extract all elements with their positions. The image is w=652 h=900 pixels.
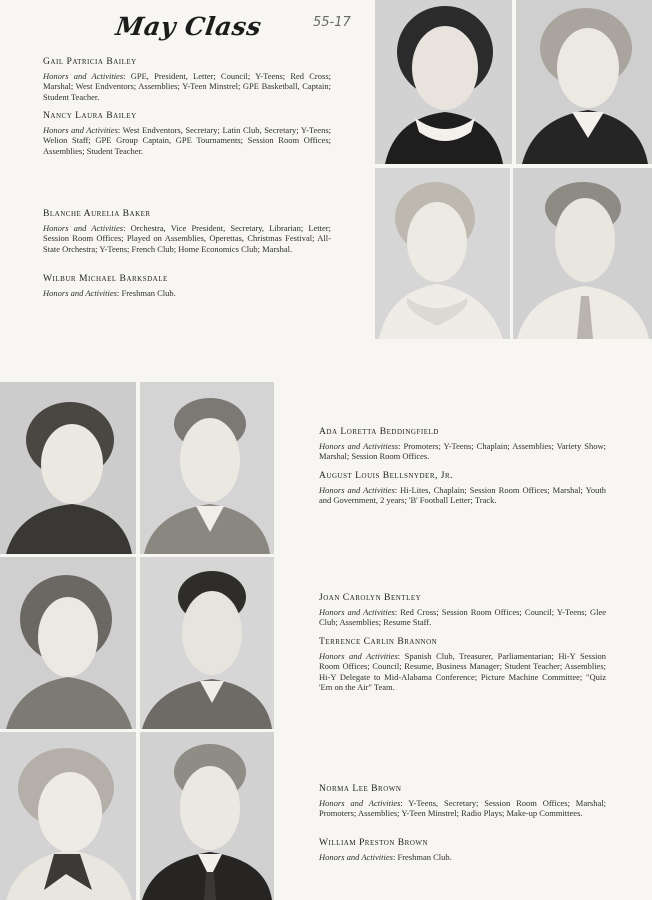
student-entry (43, 209, 331, 254)
student-entry (319, 637, 606, 693)
activities-text: : Freshman Club. (116, 287, 176, 298)
student-name: August Louis Bellsnyder, Jr. (319, 470, 454, 481)
student-entry (43, 111, 331, 156)
student-activities (43, 125, 331, 157)
student-activities (319, 441, 606, 462)
student-name: Blanche Aurelia Baker (43, 208, 151, 219)
student-name: Gail Patricia Bailey (43, 56, 137, 67)
honors-label: Honors and Activitiess (319, 440, 399, 451)
portrait-photo-girl (516, 0, 652, 164)
student-activities (43, 71, 331, 103)
student-entry (319, 471, 606, 506)
activities-text: : GPE, President, Letter; Council; Y-Teens; Red Cross; Marshal; West Endventors; Assemblies; Y-Teen Minstrel; GPE Basketball, Captain; Student Teacher. (43, 70, 331, 102)
student-entry (319, 593, 606, 628)
student-activities (319, 651, 606, 693)
honors-label: Honors and Activities (43, 287, 117, 298)
student-entry (319, 784, 606, 819)
portrait-photo-girl (0, 382, 136, 554)
portrait-photo-girl (375, 168, 510, 339)
student-name: Wilbur Michael Barksdale (43, 273, 168, 284)
page-number: 55-17 (313, 15, 351, 30)
student-entry (43, 274, 331, 298)
activities-text: : Hi-Lites, Chaplain; Session Room Offices; Marshal; Youth and Government, 2 years; 'B' Football Letter; Track. (319, 484, 606, 506)
honors-label: Honors and Activities (319, 851, 393, 862)
student-activities (43, 223, 331, 255)
honors-label: Honors and Activities (319, 650, 398, 661)
student-entry (319, 427, 606, 462)
page-title: May Class (113, 12, 264, 41)
activities-text: : Y-Teens, Secretary; Session Room Offices; Marshal; Promoters; Assemblies; Y-Teen Minstrel; Radio Plays; Make-up Committees. (319, 797, 606, 819)
student-entry (319, 838, 606, 862)
portrait-photo-boy (140, 732, 274, 900)
activities-text: : Orchestra, Vice President, Secretary, Librarian; Letter; Session Room Offices; Played on Assemblies, Operettas, Christmas Festival; All-State Orchestra; Y-Teens; French Club; Home Economics Club; Marshal. (43, 222, 331, 254)
activities-text: : Promoters; Y-Teens; Chaplain; Assemblies; Variety Show; Marshal; Session Room Offices. (319, 440, 606, 462)
honors-label: Honors and Activities (319, 797, 401, 808)
honors-label: Honors and Activities (43, 70, 124, 81)
student-activities (43, 288, 331, 299)
student-activities (319, 485, 606, 506)
student-name: William Preston Brown (319, 837, 429, 848)
student-name: Norma Lee Brown (319, 783, 402, 794)
student-name: Joan Carolyn Bentley (319, 592, 422, 603)
student-name: Ada Loretta Beddingfield (319, 426, 439, 437)
portrait-photo-boy (140, 557, 274, 729)
student-name: Terrence Carlin Brannon (319, 636, 438, 647)
student-name: Nancy Laura Bailey (43, 110, 137, 121)
portrait-photo-boy (513, 168, 652, 339)
portrait-photo-girl (375, 0, 512, 164)
student-entry (43, 57, 331, 102)
portrait-photo-girl (0, 557, 136, 729)
honors-label: Honors and Activities (319, 484, 395, 495)
activities-text: : Freshman Club. (392, 851, 452, 862)
honors-label: Honors and Activities (43, 124, 118, 135)
portrait-photo-girl (0, 732, 136, 900)
portrait-photo-boy (140, 382, 274, 554)
activities-text: : Spanish Club, Treasurer, Parliamentarian; Hi-Y Session Room Offices; Council; Resume, Business Manager; Student Teacher; Assemblies; Hi-Y Delegate to Mid-Alabama Conference; Picture Machine Committee; "Quiz 'Em on the Air" Team. (319, 650, 606, 693)
activities-text: : Red Cross; Session Room Offices; Council; Y-Teens; Glee Club; Assemblies; Resume Staff. (319, 606, 606, 628)
student-activities (319, 852, 606, 863)
student-activities (319, 798, 606, 819)
student-activities (319, 607, 606, 628)
activities-text: : West Endventors, Secretary; Latin Club, Secretary; Y-Teens; Welion Staff; GPE Group Captain, GPE Tournaments; Session Room Offices; Assemblies; Student Teacher. (43, 124, 331, 156)
honors-label: Honors and Activities (319, 606, 395, 617)
honors-label: Honors and Activities (43, 222, 124, 233)
